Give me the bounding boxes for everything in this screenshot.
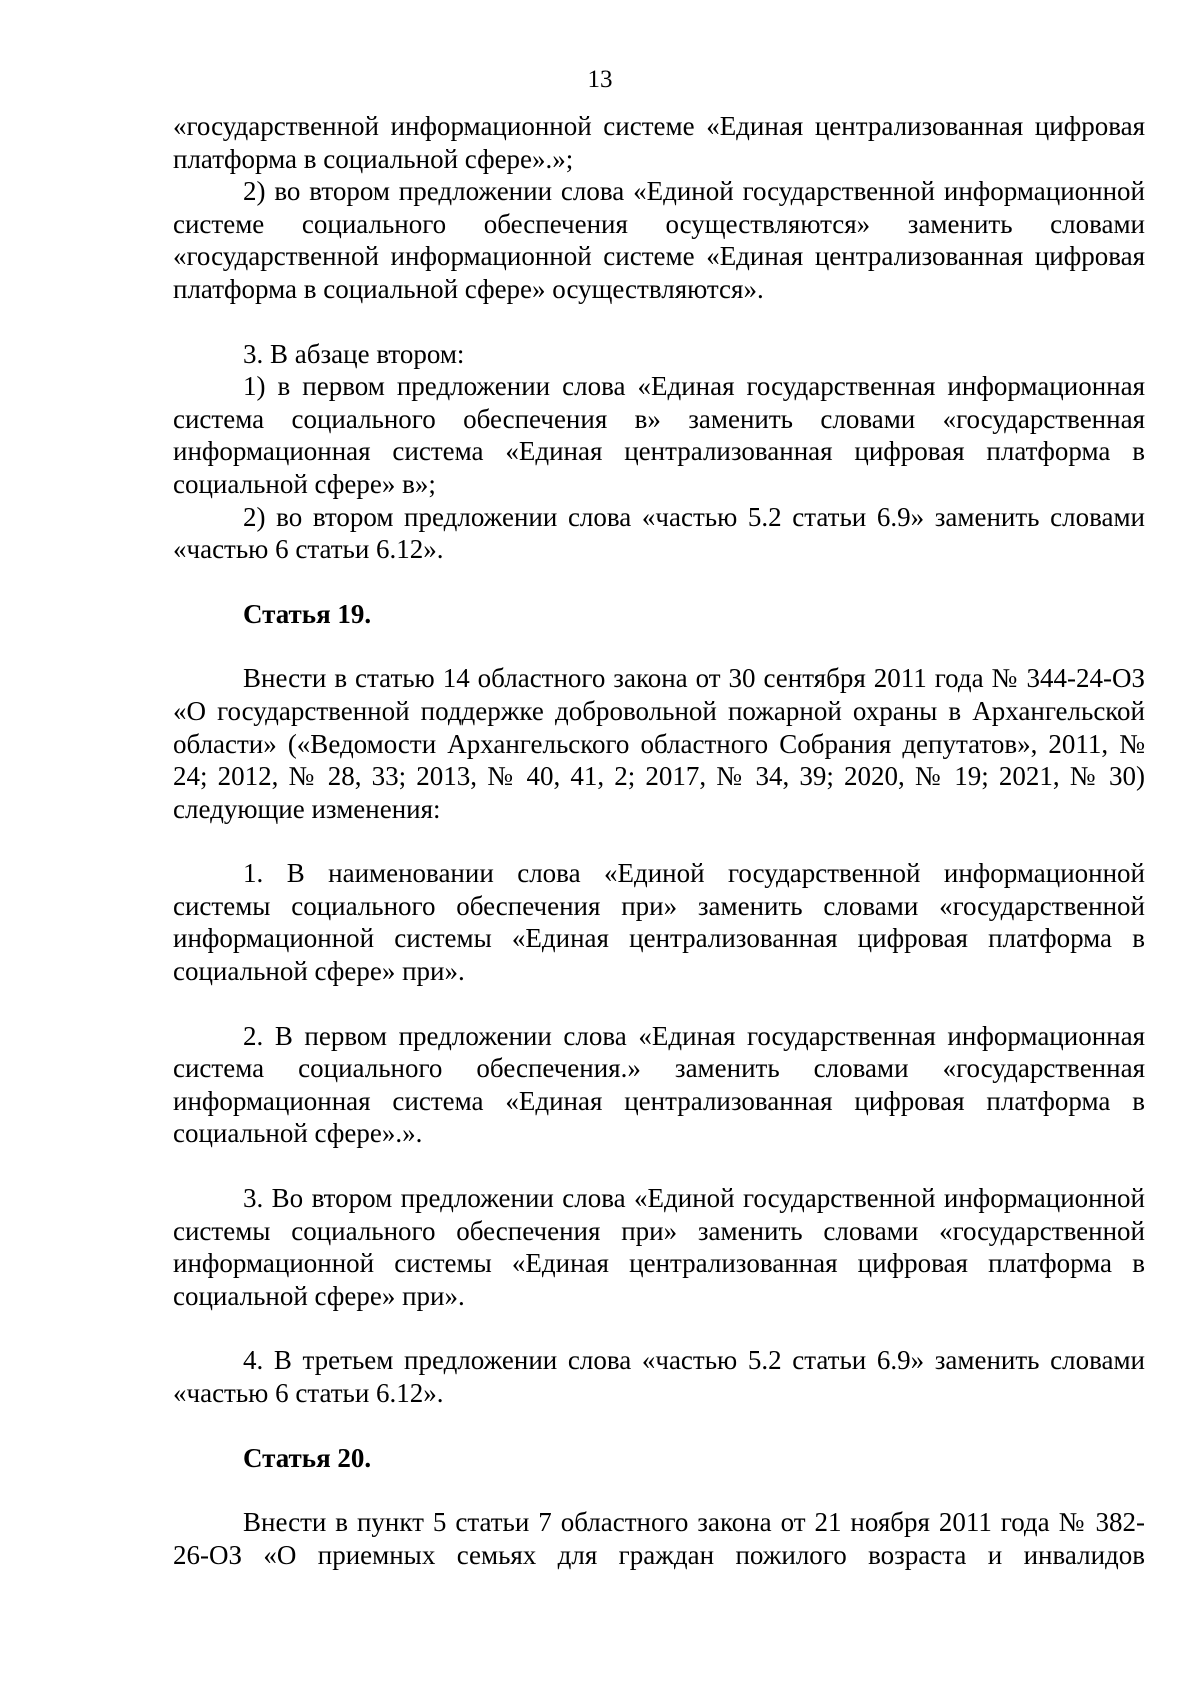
paragraph: Внести в статью 14 областного закона от 30 сентября 2011 года № 344-24-ОЗ «О государственной поддержке добровольной пожарной охраны в Архангельской области» («Ведомости Архангельского областного Собрания депутатов», 2011, № 24; 2012, № 28, 33; 2013, № 40, 41, 2; 2017, № 34, 39; 2020, № 19; 2021, № 30) следующие изменения:	[173, 663, 1145, 824]
paragraph: 2) во втором предложении слова «частью 5.2 статьи 6.9» заменить словами «частью 6 статьи 6.12».	[173, 501, 1145, 565]
article-heading: Статья 19.	[243, 598, 372, 629]
document-body	[173, 110, 1145, 1571]
paragraph: 3. Во втором предложении слова «Единой государственной информационной системы социального обеспечения при» заменить словами «государственной информационной системы «Единая централизованная цифровая платформа в социальной сфере» при».	[173, 1183, 1145, 1311]
page-number: 13	[587, 66, 613, 93]
paragraph: 2. В первом предложении слова «Единая государственная информационная система социального обеспечения.» заменить словами «государственная информационная система «Единая централизованная цифровая платформа в социальной сфере».».	[173, 1020, 1145, 1149]
paragraph: 3. В абзаце втором:	[243, 338, 465, 369]
paragraph: 4. В третьем предложении слова «частью 5.2 статьи 6.9» заменить словами «частью 6 статьи 6.12».	[173, 1345, 1145, 1408]
paragraph: «государственной информационной системе «Единая централизованная цифровая платформа в социальной сфере».»;	[173, 111, 1145, 174]
paragraph: Внести в пункт 5 статьи 7 областного закона от 21 ноября 2011 года № 382-26-ОЗ «О приемных семьях для граждан пожилого возраста и инвалидов	[173, 1507, 1145, 1570]
paragraph: 2) во втором предложении слова «Единой государственной информационной системе социального обеспечения осуществляются» заменить словами «государственной информационной системе «Единая централизованная цифровая платформа в социальной сфере» осуществляются».	[173, 176, 1145, 304]
article-heading: Статья 20.	[243, 1442, 372, 1473]
paragraph: 1. В наименовании слова «Единой государственной информационной системы социального обеспечения при» заменить словами «государственной информационной системы «Единая централизованная цифровая платформа в социальной сфере» при».	[173, 858, 1145, 987]
paragraph: 1) в первом предложении слова «Единая государственная информационная система социального обеспечения в» заменить словами «государственная информационная система «Единая централизованная цифровая платформа в социальной сфере» в»;	[173, 371, 1145, 499]
